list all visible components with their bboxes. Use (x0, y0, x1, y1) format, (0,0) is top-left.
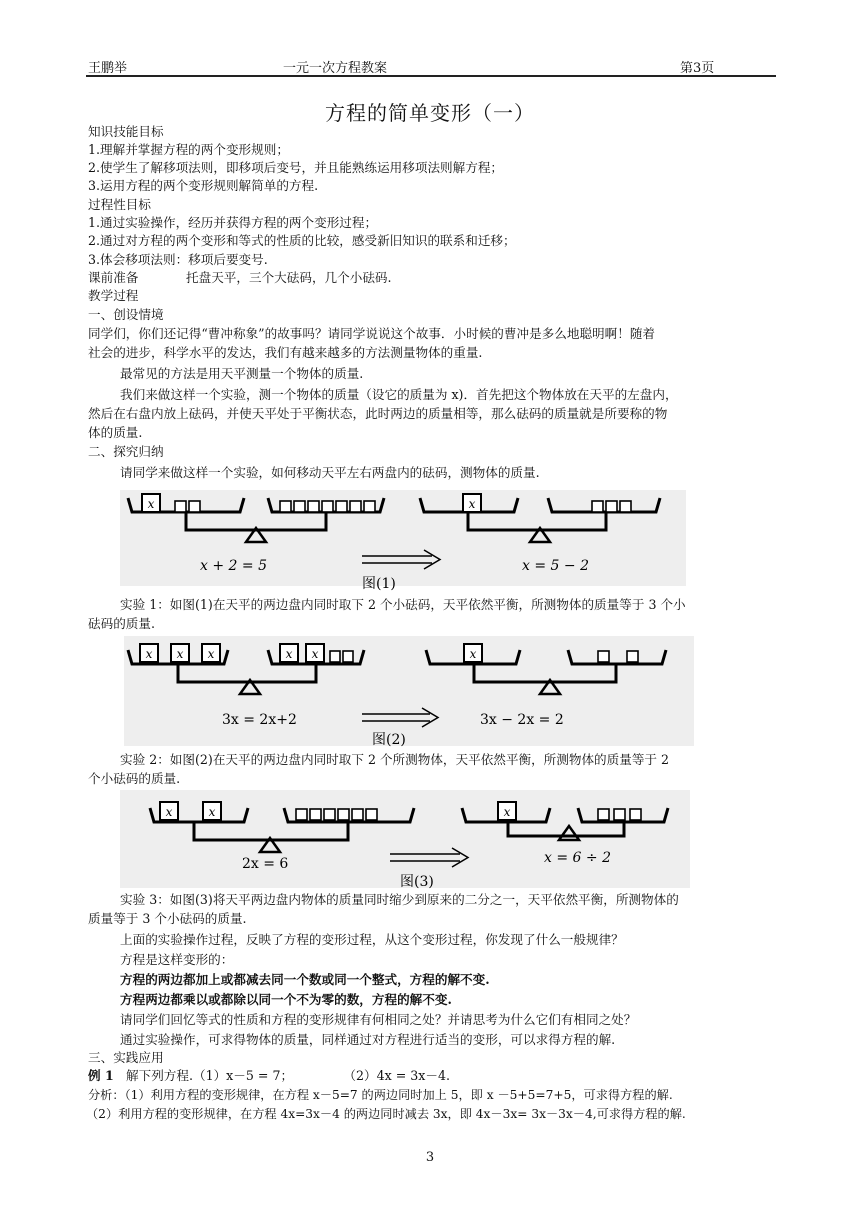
figure-2 (0, 632, 860, 752)
text-line: 实验 3：如图(3)将天平两边盘内物体的质量同时缩少到原来的二分之一，天平依然平衡，所测物体的 (120, 892, 679, 907)
text-line: 个小砝码的质量. (88, 771, 181, 786)
object-label: x (311, 647, 319, 661)
text-line: 同学们，你们还记得“曹冲称象”的故事吗？请同学说说这个故事．小时候的曹冲是多么地聪明啊！随着 (88, 326, 656, 341)
object-label: x (468, 497, 476, 511)
header-author: 王鹏举 (88, 61, 128, 76)
page-number: 3 (425, 1150, 435, 1165)
text-line: 教学过程 (88, 288, 139, 303)
object-label: x (469, 647, 477, 661)
text-line: 请同学们回忆等式的性质和方程的变形规律有何相同之处？并请思考为什么它们有相同之处？ (120, 1012, 637, 1027)
figure-caption: 图(1) (362, 576, 396, 592)
text-line: 我们来做这样一个实验，测一个物体的质量（设它的质量为 x)．首先把这个物体放在天平的左盘内， (120, 387, 678, 402)
header-rule (86, 75, 776, 77)
text-line: 知识技能目标 (88, 124, 164, 139)
object-label: x (165, 805, 173, 819)
object-label: x (145, 647, 153, 661)
text-line: 1.理解并掌握方程的两个变形规则； (88, 142, 289, 157)
text-line: 方程是这样变形的： (120, 952, 234, 967)
text-line: 3.体会移项法则：移项后要变号. (88, 252, 268, 267)
section-heading: 二、探究归纳 (88, 444, 164, 459)
figure-3 (0, 786, 860, 892)
text-line: 2.通过对方程的两个变形和等式的性质的比较，感受新旧知识的联系和迁移； (88, 233, 516, 248)
text-line: 体的质量. (88, 425, 143, 440)
text-line: 实验 1：如图(1)在天平的两边盘内同时取下 2 个小砝码，天平依然平衡，所测物体的质量等于 3 个小 (120, 597, 686, 612)
section-heading: 一、创设情境 (88, 307, 164, 322)
object-label: x (285, 647, 293, 661)
header-page: 第3页 (680, 61, 715, 76)
text-line: 1.通过实验操作，经历并获得方程的两个变形过程； (88, 215, 378, 230)
figure-caption: 图(2) (372, 732, 406, 748)
text-line: 社会的进步，科学水平的发达，我们有越来越多的方法测量物体的重量. (88, 345, 483, 360)
object-label: x (207, 647, 215, 661)
figure-1 (0, 484, 860, 594)
rule-statement: 方程的两边都加上或都减去同一个数或同一个整式，方程的解不变. (120, 972, 490, 987)
text-line: 托盘天平，三个大砝码，几个小砝码. (186, 270, 392, 285)
object-label: x (176, 647, 184, 661)
text-line: 课前准备 (88, 270, 139, 285)
page-title: 方程的简单变形（一） (325, 101, 535, 125)
text-line: 2.使学生了解移项法则，即移项后变号，并且能熟练运用移项法则解方程； (88, 160, 504, 175)
example-label: 例 1 (88, 1068, 114, 1083)
figure-caption: 图(3) (400, 874, 434, 890)
text-line: 然后在右盘内放上砝码，并使天平处于平衡状态，此时两边的质量相等，那么砝码的质量就是所要称的物 (88, 406, 668, 421)
text-line: 解下列方程.（1）x－5 = 7； （2）4x = 3x－4. (126, 1068, 451, 1083)
text-line: 分析：（1）利用方程的变形规律，在方程 x－5=7 的两边同时加上 5，即 x －5+5=7+5，可求得方程的解. (88, 1088, 673, 1102)
text-line: 通过实验操作，可求得物体的质量，同样通过对方程进行适当的变形，可以求得方程的解. (120, 1032, 616, 1047)
object-label: x (147, 497, 155, 511)
equation-right: x = 5 − 2 (522, 558, 589, 574)
rule-statement: 方程两边都乘以或都除以同一个不为零的数，方程的解不变. (120, 992, 452, 1007)
text-line: 3.运用方程的两个变形规则解简单的方程. (88, 178, 319, 193)
text-line: 实验 2：如图(2)在天平的两边盘内同时取下 2 个所测物体，天平依然平衡，所测物体的质量等于 2 (120, 752, 670, 767)
object-label: x (208, 805, 216, 819)
text-line: 最常见的方法是用天平测量一个物体的质量. (120, 366, 364, 381)
header-title: 一元一次方程教案 (283, 61, 388, 76)
text-line: 上面的实验操作过程，反映了方程的变形过程，从这个变形过程，你发现了什么一般规律？ (120, 932, 624, 947)
equation-left: 3x = 2x+2 (222, 712, 297, 728)
equation-left: 2x = 6 (242, 856, 289, 872)
text-line: 质量等于 3 个小砝码的质量. (88, 911, 247, 926)
text-line: 请同学来做这样一个实验，如何移动天平左右两盘内的砝码，测物体的质量. (120, 465, 540, 480)
equation-right: x = 6 ÷ 2 (544, 850, 611, 866)
equation-left: x + 2 = 5 (200, 558, 267, 574)
section-heading: 三、实践应用 (88, 1050, 164, 1065)
text-line: 砝码的质量. (88, 616, 155, 631)
text-line: 过程性目标 (88, 197, 151, 212)
object-label: x (503, 805, 511, 819)
equation-right: 3x − 2x = 2 (480, 712, 564, 728)
text-line: （2）利用方程的变形规律，在方程 4x=3x－4 的两边同时减去 3x，即 4x－3x= 3x－3x－4,可求得方程的解. (86, 1107, 686, 1121)
